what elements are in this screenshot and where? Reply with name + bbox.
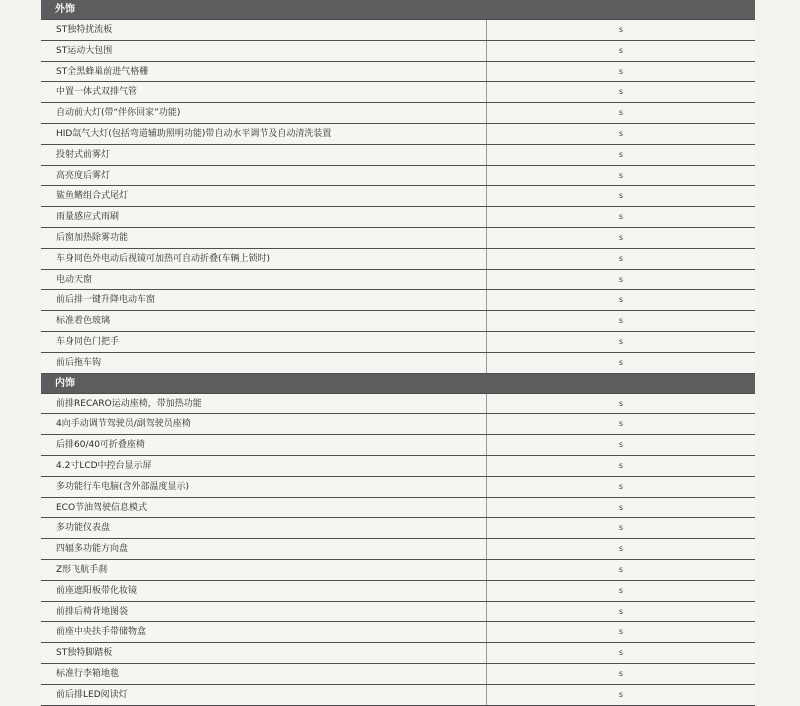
feature-name-cell: 前后排一键升降电动车窗: [41, 290, 487, 310]
feature-name-cell: ST独特扰流板: [41, 20, 487, 40]
feature-name-cell: 4向手动调节驾驶员/副驾驶员座椅: [41, 414, 487, 434]
table-row: [41, 145, 755, 166]
feature-name-cell: ST独特脚踏板: [41, 643, 487, 663]
feature-name-cell: 前排后椅背地图袋: [41, 602, 487, 622]
feature-value-cell: s: [618, 212, 624, 222]
feature-value-cell: s: [618, 523, 624, 533]
feature-value-cell: s: [618, 128, 624, 138]
feature-name-cell: 前后拖车钩: [41, 353, 487, 373]
table-row: [41, 103, 755, 124]
feature-name-cell: 高亮度后雾灯: [41, 166, 487, 186]
table-row: [41, 41, 755, 62]
feature-value-cell: s: [618, 648, 624, 658]
feature-name-cell: 车身同色外电动后视镜可加热可自动折叠(车辆上锁时): [41, 249, 487, 269]
table-row: [41, 435, 755, 456]
feature-value-cell: s: [618, 45, 624, 55]
section-header: 内饰: [41, 374, 755, 394]
spec-table: [41, 0, 755, 706]
table-row: [41, 186, 755, 207]
feature-value-cell: s: [618, 544, 624, 554]
feature-name-cell: 雨量感应式雨刷: [41, 207, 487, 227]
table-row: [41, 270, 755, 291]
table-row: [41, 539, 755, 560]
table-row: [41, 581, 755, 602]
feature-name-cell: 多功能仪表盘: [41, 518, 487, 538]
table-row: [41, 664, 755, 685]
table-row: [41, 685, 755, 706]
feature-name-cell: HID氙气大灯(包括弯道辅助照明功能)带自动水平调节及自动清洗装置: [41, 124, 487, 144]
table-row: [41, 311, 755, 332]
feature-value-cell: s: [618, 502, 624, 512]
feature-value-cell: s: [618, 419, 624, 429]
feature-value-cell: s: [618, 668, 624, 678]
table-row: [41, 290, 755, 311]
feature-name-cell: 标准着色玻璃: [41, 311, 487, 331]
feature-value-cell: s: [618, 481, 624, 491]
table-row: [41, 124, 755, 145]
table-row: [41, 518, 755, 539]
table-row: [41, 477, 755, 498]
feature-value-cell: s: [618, 585, 624, 595]
feature-value-cell: s: [618, 606, 624, 616]
table-row: [41, 622, 755, 643]
table-row: [41, 20, 755, 41]
feature-name-cell: 车身同色门把手: [41, 332, 487, 352]
table-row: [41, 332, 755, 353]
table-row: [41, 394, 755, 415]
feature-value-cell: s: [618, 66, 624, 76]
feature-name-cell: 投射式前雾灯: [41, 145, 487, 165]
feature-value-cell: s: [618, 170, 624, 180]
table-row: [41, 207, 755, 228]
table-row: [41, 62, 755, 83]
feature-value-cell: s: [618, 295, 624, 305]
feature-name-cell: 中置一体式双排气管: [41, 82, 487, 102]
feature-value-cell: s: [618, 25, 624, 34]
feature-value-cell: s: [618, 108, 624, 118]
table-row: [41, 456, 755, 477]
feature-value-cell: s: [618, 357, 624, 367]
section-header: 外饰: [41, 0, 755, 20]
feature-name-cell: 前后排LED阅读灯: [41, 685, 487, 705]
feature-name-cell: 后窗加热除雾功能: [41, 228, 487, 248]
feature-name-cell: 前排RECARO运动座椅，带加热功能: [41, 394, 487, 414]
table-row: [41, 414, 755, 435]
feature-value-cell: s: [618, 440, 624, 450]
feature-name-cell: 前座遮阳板带化妆镜: [41, 581, 487, 601]
feature-value-cell: s: [618, 460, 624, 470]
feature-name-cell: ECO节油驾驶信息模式: [41, 498, 487, 518]
feature-value-cell: s: [618, 149, 624, 159]
feature-name-cell: 鲨鱼鳍组合式尾灯: [41, 186, 487, 206]
table-row: [41, 228, 755, 249]
feature-value-cell: s: [618, 336, 624, 346]
feature-value-cell: s: [618, 627, 624, 637]
feature-name-cell: ST运动大包围: [41, 41, 487, 61]
feature-name-cell: 标准行李箱地毯: [41, 664, 487, 684]
feature-value-cell: s: [618, 253, 624, 263]
table-row: [41, 643, 755, 664]
feature-name-cell: 4.2寸LCD中控台显示屏: [41, 456, 487, 476]
feature-name-cell: 前座中央扶手带储物盒: [41, 622, 487, 642]
feature-name-cell: 四辐多功能方向盘: [41, 539, 487, 559]
feature-name-cell: 多功能行车电脑(含外部温度显示): [41, 477, 487, 497]
feature-value-cell: s: [618, 398, 624, 408]
feature-value-cell: s: [618, 87, 624, 97]
table-row: [41, 498, 755, 519]
table-row: [41, 560, 755, 581]
table-row: [41, 249, 755, 270]
feature-value-cell: s: [618, 316, 624, 326]
table-row: [41, 82, 755, 103]
feature-name-cell: 后排60/40可折叠座椅: [41, 435, 487, 455]
feature-value-cell: s: [618, 689, 624, 699]
feature-name-cell: 自动前大灯(带“伴你回家”功能): [41, 103, 487, 123]
table-row: [41, 166, 755, 187]
feature-value-cell: s: [618, 274, 624, 284]
feature-name-cell: Z形飞航手刹: [41, 560, 487, 580]
table-row: [41, 602, 755, 623]
feature-name-cell: ST全黑蜂巢前进气格栅: [41, 62, 487, 82]
table-row: [41, 353, 755, 374]
feature-value-cell: s: [618, 564, 624, 574]
feature-value-cell: s: [618, 191, 624, 201]
feature-value-cell: s: [618, 232, 624, 242]
feature-name-cell: 电动天窗: [41, 270, 487, 290]
